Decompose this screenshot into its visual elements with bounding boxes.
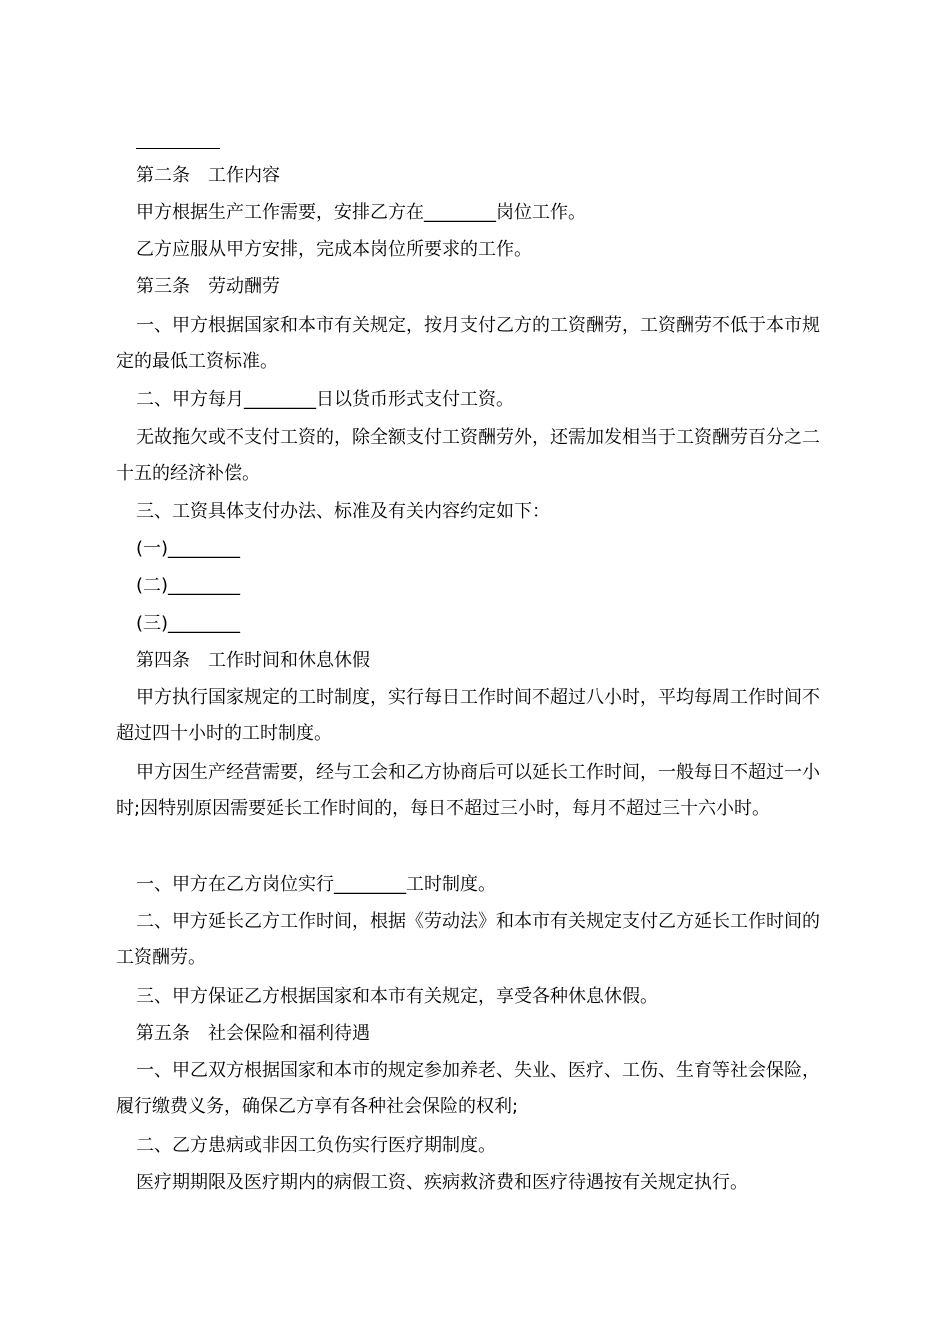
paragraph: 一、甲方在乙方岗位实行________工时制度。 bbox=[136, 874, 496, 895]
paragraph: 二、乙方患病或非因工负伤实行医疗期制度。 bbox=[136, 1135, 496, 1156]
list-item: (二)________ bbox=[136, 575, 241, 596]
paragraph: 一、甲乙双方根据国家和本市的规定参加养老、失业、医疗、工伤、生育等社会保险，履行缴费义务，确保乙方享有各种社会保险的权利; bbox=[116, 1060, 820, 1117]
list-item: (一)________ bbox=[136, 538, 241, 559]
paragraph: 三、工资具体支付办法、标准及有关内容约定如下： bbox=[136, 501, 550, 522]
article-5-heading: 第五条 社会保险和福利待遇 bbox=[136, 1023, 370, 1044]
paragraph: 二、甲方延长乙方工作时间，根据《劳动法》和本市有关规定支付乙方延长工作时间的工资酬劳。 bbox=[116, 911, 820, 968]
paragraph: 一、甲方根据国家和本市有关规定，按月支付乙方的工资酬劳，工资酬劳不低于本市规定的最低工资标准。 bbox=[116, 315, 820, 372]
paragraph: 甲方因生产经营需要，经与工会和乙方协商后可以延长工作时间，一般每日不超过一小时;因特别原因需要延长工作时间的，每日不超过三小时，每月不超过三十六小时。 bbox=[116, 762, 820, 819]
paragraph: 医疗期期限及医疗期内的病假工资、疾病救济费和医疗待遇按有关规定执行。 bbox=[136, 1172, 748, 1193]
paragraph: 甲方根据生产工作需要，安排乙方在________岗位工作。 bbox=[136, 202, 586, 223]
article-4-heading: 第四条 工作时间和休息休假 bbox=[136, 650, 370, 671]
article-3-heading: 第三条 劳动酬劳 bbox=[136, 276, 280, 297]
article-2-heading: 第二条 工作内容 bbox=[136, 165, 280, 186]
top-blank-text: ________ bbox=[136, 121, 208, 142]
list-item: (三)________ bbox=[136, 613, 241, 634]
paragraph: 二、甲方每月________日以货币形式支付工资。 bbox=[136, 389, 514, 410]
paragraph: 无故拖欠或不支付工资的，除全额支付工资酬劳外，还需加发相当于工资酬劳百分之二十五的经济补偿。 bbox=[116, 427, 820, 484]
paragraph: 三、甲方保证乙方根据国家和本市有关规定，享受各种休息休假。 bbox=[136, 986, 658, 1007]
blank-line bbox=[136, 148, 220, 149]
paragraph: 甲方执行国家规定的工时制度，实行每日工作时间不超过八小时，平均每周工作时间不超过四十小时的工时制度。 bbox=[116, 687, 820, 744]
paragraph: 乙方应服从甲方安排，完成本岗位所要求的工作。 bbox=[136, 239, 532, 260]
